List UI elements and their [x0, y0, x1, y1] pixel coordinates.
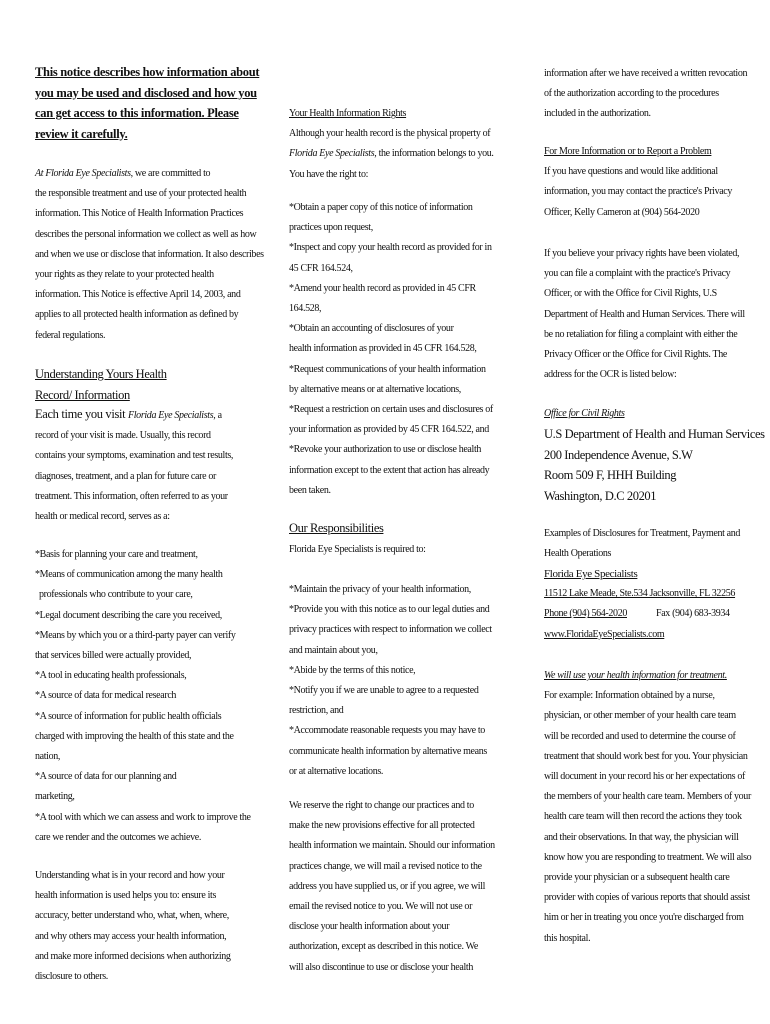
visit-first-line: [35, 404, 230, 426]
text-line: the responsible treatment and use of your protected health: [35, 188, 247, 200]
text-line: disclose your health information about your: [289, 921, 450, 933]
heading-line: can get access to this information. Please: [35, 106, 239, 120]
list-item: care we render and the outcomes we achieve.: [35, 831, 201, 843]
responsibilities-list: [289, 580, 492, 782]
list-item: nation,: [35, 751, 61, 763]
list-item: *Accommodate reasonable requests you may have to: [289, 725, 485, 737]
practice-name: Florida Eye Specialists: [127, 410, 214, 421]
practice-contact: [544, 564, 744, 645]
record-uses-list: [35, 545, 251, 848]
list-item: 45 CFR 164.524,: [289, 262, 353, 274]
heading-line: you may be used and disclosed and how you: [35, 85, 257, 100]
text-line: be no retaliation for filing a complaint with either the: [544, 328, 738, 340]
text-line: physician, or other member of your health care team: [544, 710, 736, 722]
text-line: and make more informed decisions when authorizing: [35, 950, 231, 962]
address-line: Washington, D.C 20201: [544, 488, 657, 503]
reserve-paragraph: [289, 796, 495, 978]
list-item: *Abide by the terms of this notice,: [289, 664, 416, 676]
text-line: practices change, we will mail a revised notice to the: [289, 860, 482, 872]
rights-heading: Your Health Information Rights: [289, 108, 407, 119]
list-item: *Amend your health record as provided in 45 CFR: [289, 282, 476, 294]
list-item: *Provide you with this notice as to our legal duties and: [289, 604, 490, 616]
more-info-section: [544, 142, 744, 223]
text-line: federal regulations.: [35, 329, 106, 341]
list-item: *Means by which you or a third-party payer can verify: [35, 629, 236, 641]
text-line: record of your visit is made. Usually, this record: [35, 430, 211, 442]
text-line: of the authorization according to the procedures: [544, 88, 719, 100]
list-item: *Obtain a paper copy of this notice of information: [289, 202, 473, 213]
text-line: diagnoses, treatment, and a plan for future care or: [35, 470, 216, 482]
text-line: know how you are responding to treatment. We will also: [544, 851, 752, 863]
intro-post: , we are committed to: [130, 168, 211, 179]
text-line: Health Operations: [544, 548, 612, 560]
text-line: disclosure to others.: [35, 971, 108, 983]
list-item: health information as provided in 45 CFR 164.528,: [289, 343, 477, 355]
list-item: information except to the extent that action has already: [289, 464, 490, 476]
text-line: authorization, except as described in this notice. We: [289, 941, 479, 953]
visit-post: , a: [213, 410, 222, 421]
responsibilities-intro: [289, 540, 484, 560]
treatment-section: [544, 666, 752, 949]
ocr-address: [544, 424, 765, 506]
text-line: this hospital.: [544, 932, 591, 944]
intro-paragraph: [35, 164, 264, 346]
list-item: restriction, and: [289, 705, 344, 717]
text-line: health information is used helps you to: ensure its: [35, 890, 217, 902]
list-item: *Legal document describing the care you received,: [35, 609, 222, 621]
text-line: your rights as they relate to your protected health: [35, 269, 214, 281]
text-line: and when we use or disclose that information. It also describes: [35, 248, 264, 260]
list-item: *Basis for planning your care and treatment,: [35, 549, 198, 560]
list-item: *Means of communication among the many health: [35, 569, 223, 581]
list-item: *A source of information for public health officials: [35, 710, 222, 722]
phone: Phone (904) 564-2020: [544, 608, 627, 620]
list-item: *Request a restriction on certain uses and disclosures of: [289, 404, 493, 416]
text-line: Florida Eye Specialists is required to:: [289, 544, 426, 555]
list-item: *Notify you if we are unable to agree to a requested: [289, 685, 479, 697]
list-item: *Revoke your authorization to use or disclose health: [289, 444, 482, 456]
list-item: *A source of data for medical research: [35, 690, 177, 702]
text-line: Officer, or with the Office for Civil Rights, U.S: [544, 288, 717, 300]
text-line: Examples of Disclosures for Treatment, Payment and: [544, 528, 741, 539]
visit-paragraph: [35, 404, 234, 527]
list-item: by alternative means or at alternative locations,: [289, 383, 461, 395]
ocr-heading-block: [544, 404, 744, 424]
text-line: accuracy, better understand who, what, when, where,: [35, 910, 229, 922]
heading-line: Record/ Information: [35, 387, 130, 402]
text-line: health care team will then record the actions they took: [544, 811, 742, 823]
list-item: *Obtain an accounting of disclosures of your: [289, 323, 454, 335]
complaint-paragraph: [544, 244, 744, 385]
text-line: and their observations. In that way, the physician will: [544, 831, 739, 843]
examples-heading: [544, 524, 744, 564]
rights-second-line: [289, 144, 494, 164]
text-line: address you have supplied us, or if you agree, we will: [289, 880, 486, 892]
phone-fax-line: [544, 604, 744, 624]
text-line: Officer, Kelly Cameron at (904) 564-2020: [544, 206, 700, 218]
list-item: communicate health information by alternative means: [289, 745, 487, 757]
text-line: him or her in treating you once you're discharged from: [544, 912, 744, 924]
list-item: charged with improving the health of this state and the: [35, 730, 234, 742]
ocr-heading: Office for Civil Rights: [544, 408, 625, 419]
list-item: your information as provided by 45 CFR 164.522, and: [289, 424, 489, 436]
list-item: *A tool in educating health professionals,: [35, 670, 187, 682]
visit-pre: Each time you visit: [35, 407, 128, 421]
text-line: For example: Information obtained by a nurse,: [544, 690, 715, 702]
text-line: information after we have received a written revocation: [544, 68, 748, 79]
website-link[interactable]: www.FloridaEyeSpecialists.com: [544, 628, 665, 640]
text-line: information, you may contact the practice's Privacy: [544, 186, 733, 198]
text-line: address for the OCR is listed below:: [544, 369, 677, 381]
text-line: Understanding what is in your record and how your: [35, 870, 225, 881]
heading-line: This notice describes how information about: [35, 65, 260, 79]
text-line: provider with copies of various reports that should assist: [544, 892, 750, 904]
text-line: will document in your record his or her expectations of: [544, 771, 745, 783]
text-line: Although your health record is the physical property of: [289, 128, 491, 140]
text-line: treatment. This information, often referred to as your: [35, 490, 228, 502]
list-item: professionals who contribute to your care,: [39, 589, 193, 601]
address-line: U.S Department of Health and Human Services: [544, 427, 765, 441]
text-line: If you have questions and would like additional: [544, 166, 718, 178]
text-line: contains your symptoms, examination and test results,: [35, 450, 234, 462]
practice-name: Florida Eye Specialists: [544, 568, 638, 580]
list-item: marketing,: [35, 791, 75, 803]
text-line: treatment that should work best for you. Your physician: [544, 750, 748, 762]
intro-pre: At: [35, 168, 46, 179]
fax: Fax (904) 683-3934: [656, 608, 730, 620]
more-info-heading: For More Information or to Report a Problem: [544, 146, 712, 157]
address-line: 200 Independence Avenue, S.W: [544, 447, 693, 462]
list-item: *Maintain the privacy of your health information,: [289, 584, 471, 595]
address-line: Room 509 F, HHH Building: [544, 468, 677, 482]
list-item: 164.528,: [289, 303, 322, 315]
list-item: and maintain about you,: [289, 644, 378, 656]
heading-line: Our Responsibilities: [289, 521, 384, 535]
practice-name: Florida Eye Specialists: [289, 148, 375, 160]
text-line: describes the personal information we collect as well as how: [35, 228, 257, 240]
text-line: You have the right to:: [289, 168, 369, 180]
practice-address: 11512 Lake Meade, Ste.534 Jacksonville, FL 32256: [544, 588, 736, 600]
text-line: Department of Health and Human Services. There will: [544, 308, 745, 320]
heading-line: review it carefully.: [35, 126, 128, 141]
rights-post: , the information belongs to you.: [374, 148, 494, 160]
list-item: *A tool with which we can assess and work to improve the: [35, 811, 251, 823]
text-line: and why others may access your health information,: [35, 930, 227, 942]
understanding-heading: [35, 364, 230, 405]
rights-section: [289, 104, 494, 185]
text-line: information. This Notice of Health Information Practices: [35, 208, 244, 220]
text-line: information. This Notice is effective April 14, 2003, and: [35, 289, 241, 301]
continuation-paragraph: [544, 64, 748, 125]
text-line: applies to all protected health information as defined by: [35, 309, 239, 321]
responsibilities-heading: [289, 518, 484, 539]
text-line: Privacy Officer or the Office for Civil Rights. The: [544, 349, 727, 361]
list-item: practices upon request,: [289, 222, 373, 234]
heading-line: Understanding Yours Health: [35, 367, 167, 381]
text-line: you can file a complaint with the practice's Privacy: [544, 268, 731, 280]
closing-paragraph: [35, 866, 230, 987]
notice-heading: [35, 62, 260, 144]
text-line: health or medical record, serves as a:: [35, 511, 170, 523]
text-line: If you believe your privacy rights have been violated,: [544, 248, 740, 259]
text-line: make the new provisions effective for all protected: [289, 820, 475, 832]
text-line: provide your physician or a subsequent health care: [544, 872, 730, 884]
text-line: the members of your health care team. Members of your: [544, 791, 751, 803]
text-line: We reserve the right to change our practices and to: [289, 800, 474, 811]
practice-name: Florida Eye Specialists: [45, 168, 131, 179]
list-item: or at alternative locations.: [289, 765, 384, 777]
list-item: *A source of data for our planning and: [35, 771, 177, 783]
text-line: health information we maintain. Should our information: [289, 840, 495, 852]
text-line: included in the authorization.: [544, 108, 651, 120]
treatment-heading: We will use your health information for treatment.: [544, 670, 727, 681]
list-item: that services billed were actually provided,: [35, 650, 192, 662]
text-line: will be recorded and used to determine the course of: [544, 730, 736, 742]
list-item: been taken.: [289, 484, 331, 496]
list-item: *Request communications of your health information: [289, 363, 486, 375]
text-line: email the revised notice to you. We will not use or: [289, 901, 473, 913]
intro-first-line: [35, 164, 230, 184]
list-item: *Inspect and copy your health record as provided for in: [289, 242, 492, 254]
text-line: will also discontinue to use or disclose your health: [289, 961, 473, 973]
list-item: privacy practices with respect to information we collect: [289, 624, 492, 636]
rights-list: [289, 198, 493, 501]
